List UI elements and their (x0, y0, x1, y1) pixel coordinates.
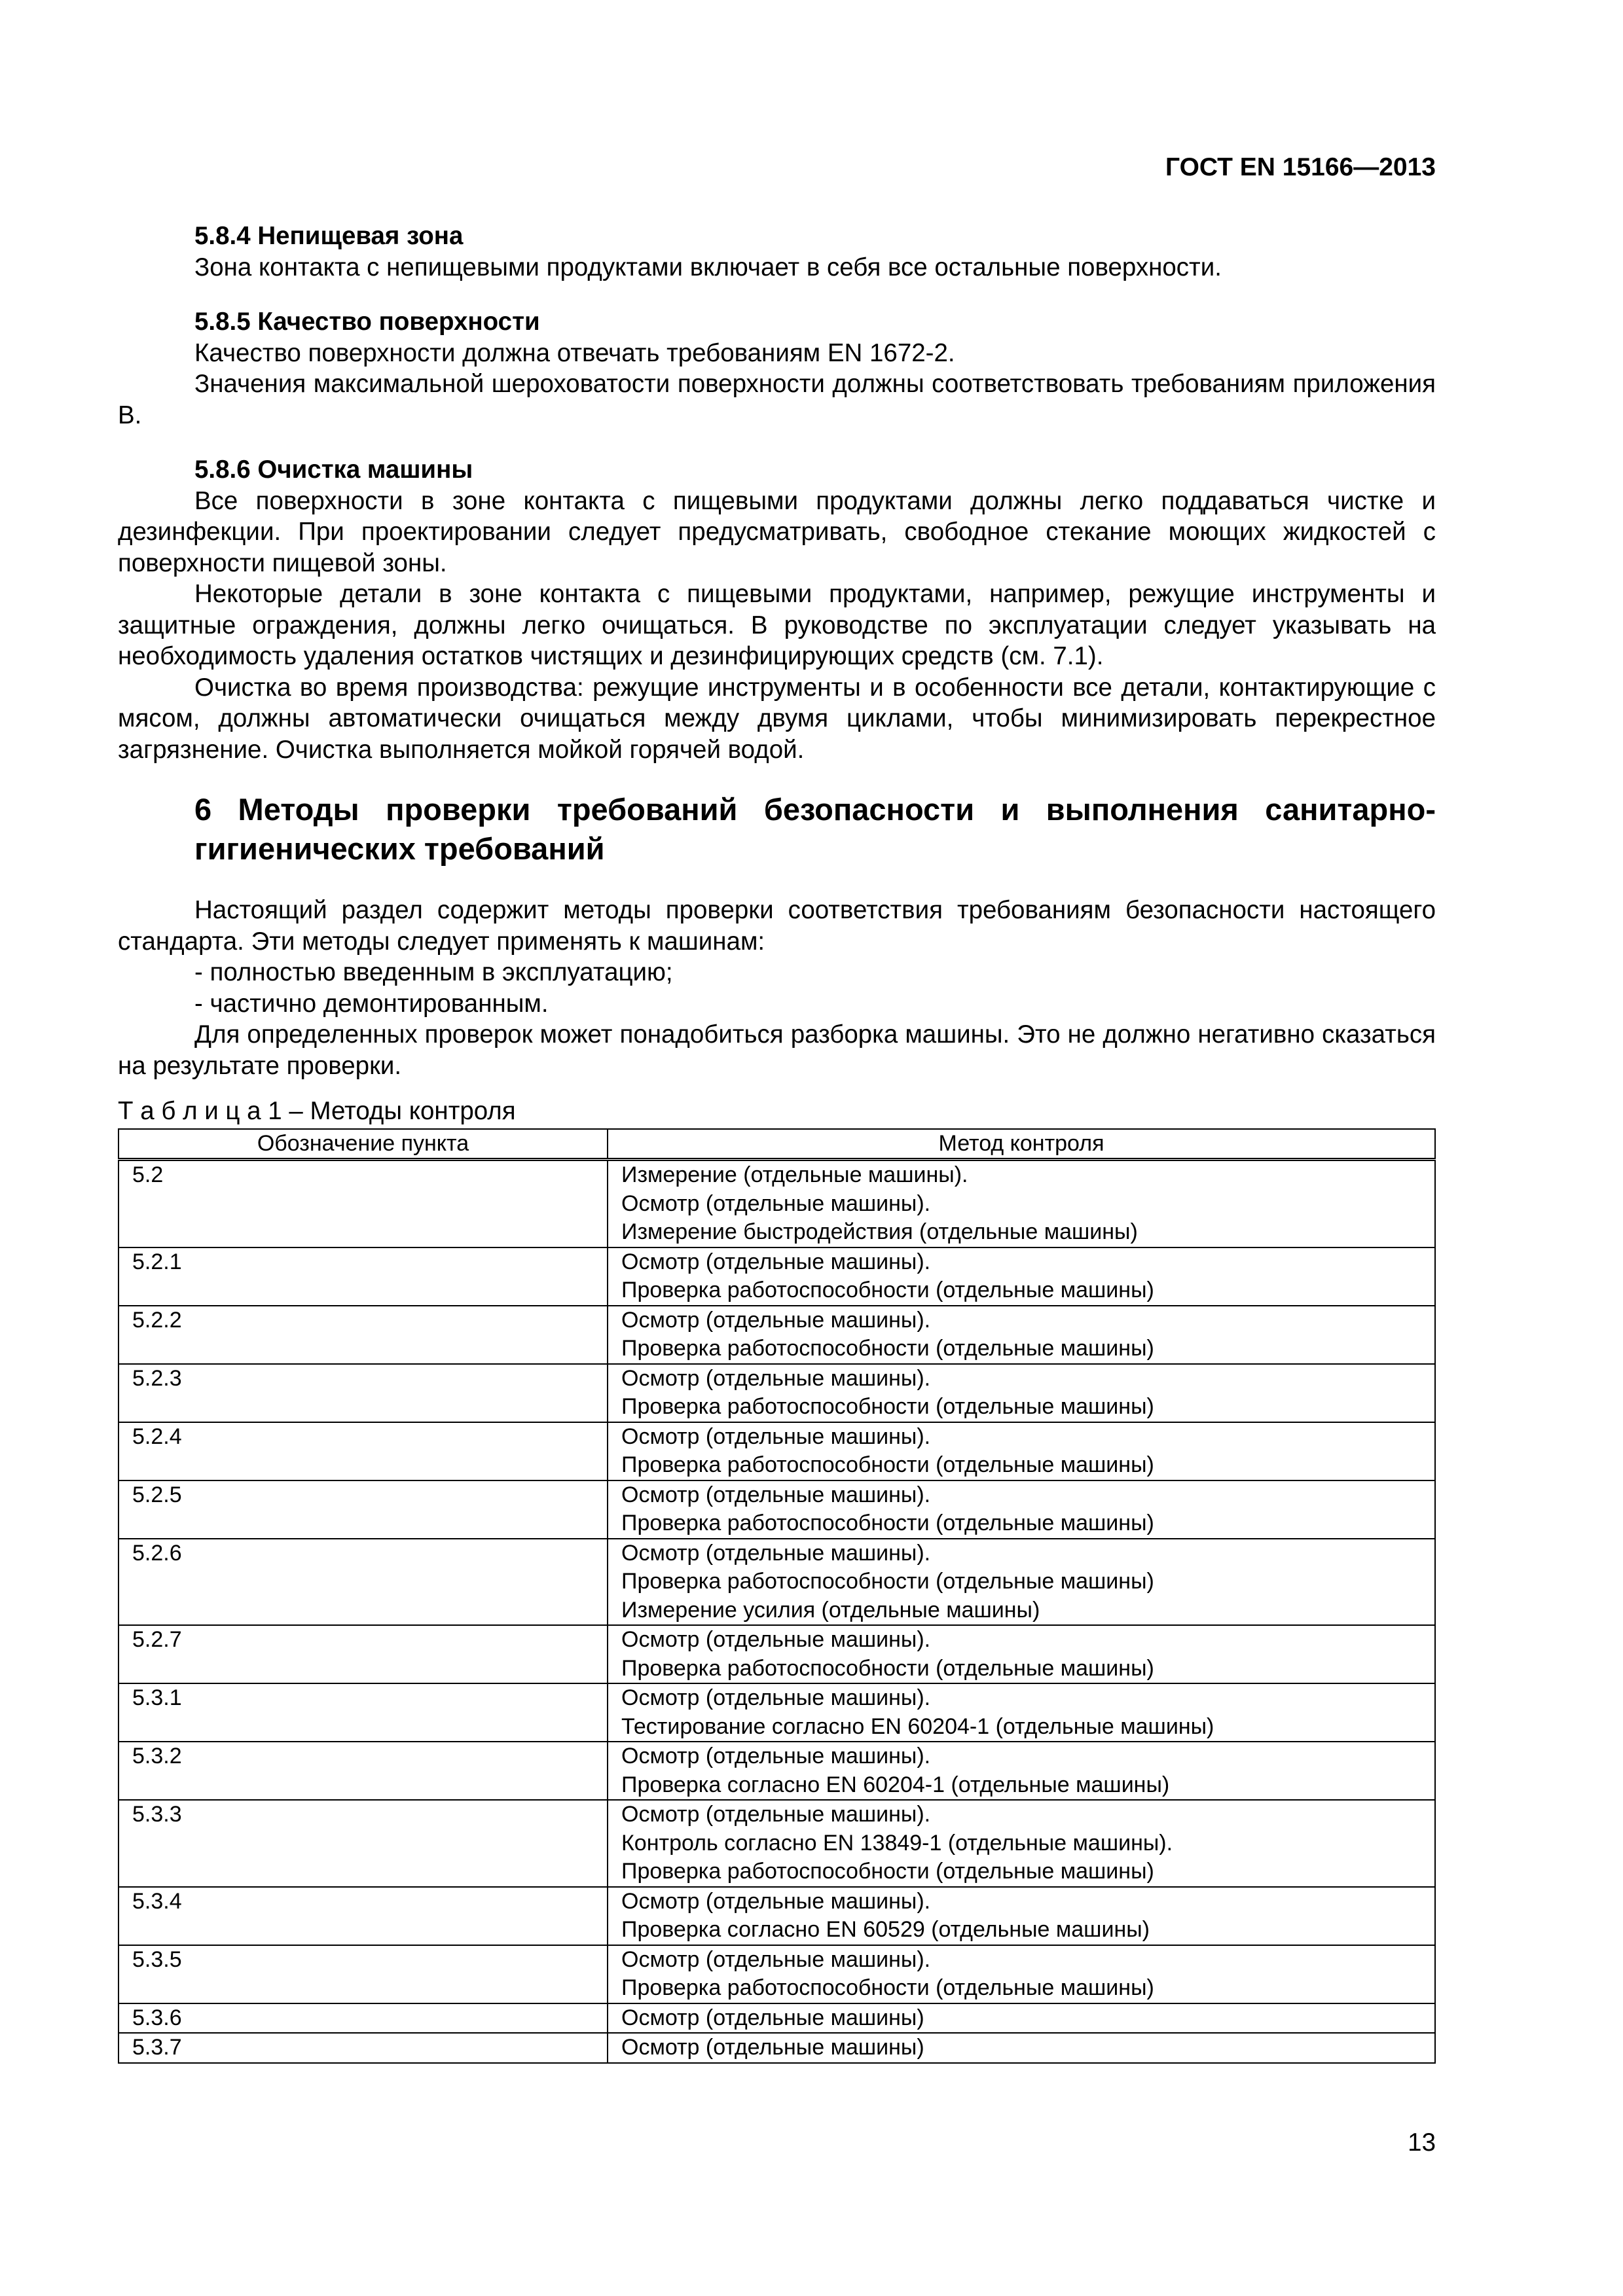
clause-cell: 5.3.7 (119, 2033, 608, 2063)
method-cell: Осмотр (отдельные машины). Проверка работоспособности (отдельные машины) (608, 1364, 1435, 1422)
paragraph: Очистка во время производства: режущие инструменты и в особенности все детали, контактирующие с мясом, должны автоматически очищаться между двумя циклами, чтобы минимизировать перекрестное загрязнение. Очистка выполняется мойкой горячей водой. (118, 673, 1436, 764)
method-cell: Осмотр (отдельные машины). Тестирование согласно EN 60204-1 (отдельные машины) (608, 1683, 1435, 1742)
table-row (119, 2003, 1435, 2034)
document-header: ГОСТ EN 15166—2013 (1165, 153, 1436, 181)
table-header-row (119, 1129, 1435, 1160)
section-title-5-8-6: 5.8.6 Очистка машины (194, 456, 473, 484)
table-row (119, 1247, 1435, 1306)
method-cell: Осмотр (отдельные машины). Проверка работоспособности (отдельные машины) (608, 1625, 1435, 1683)
method-cell: Осмотр (отдельные машины). Проверка работоспособности (отдельные машины) (608, 1945, 1435, 2003)
paragraph: Некоторые детали в зоне контакта с пищевыми продуктами, например, режущие инструменты и защитные ограждения, должны легко очищаться. В руководстве по эксплуатации следует указывать на необходимость удаления остатков чистящих и дезинфицирующих средств (см. 7.1). (118, 580, 1436, 670)
table-caption-label: Т а б л и ц а 1 (118, 1097, 282, 1125)
method-cell: Осмотр (отдельные машины). Проверка работоспособности (отдельные машины) (608, 1422, 1435, 1480)
paragraph: Зона контакта с непищевыми продуктами включает в себя все остальные поверхности. (194, 253, 1222, 281)
section-title-5-8-4: 5.8.4 Непищевая зона (194, 222, 464, 250)
method-cell: Осмотр (отдельные машины). Проверка согласно EN 60529 (отдельные машины) (608, 1887, 1435, 1945)
clause-cell: 5.2.2 (119, 1306, 608, 1364)
clause-cell: 5.2.3 (119, 1364, 608, 1422)
paragraph: Настоящий раздел содержит методы проверки соответствия требованиям безопасности настоящего стандарта. Эти методы следует применять к машинам: (118, 896, 1436, 956)
page-number: 13 (1408, 2128, 1436, 2157)
clause-cell: 5.3.1 (119, 1683, 608, 1742)
paragraph: Для определенных проверок может понадобиться разборка машины. Это не должно негативно сказаться на результате проверки. (118, 1020, 1436, 1080)
section-title-6: 6 Методы проверки требований безопасности и выполнения санитарно-гигиенических требований (194, 792, 1436, 866)
clause-cell: 5.2.5 (119, 1480, 608, 1539)
table-row (119, 1800, 1435, 1887)
method-cell: Осмотр (отдельные машины). Проверка согласно EN 60204-1 (отдельные машины) (608, 1742, 1435, 1800)
table-row (119, 1625, 1435, 1683)
method-cell: Осмотр (отдельные машины). Проверка работоспособности (отдельные машины) Измерение усилия (отдельные машины) (608, 1539, 1435, 1626)
table-row (119, 1539, 1435, 1626)
table-row (119, 1364, 1435, 1422)
table-row (119, 1683, 1435, 1742)
table-row (119, 1422, 1435, 1480)
column-header-method: Метод контроля (608, 1129, 1435, 1160)
method-cell: Осмотр (отдельные машины). Контроль согласно EN 13849-1 (отдельные машины). Проверка работоспособности (отдельные машины) (608, 1800, 1435, 1887)
method-cell: Осмотр (отдельные машины). Проверка работоспособности (отдельные машины) (608, 1306, 1435, 1364)
list-item: - частично демонтированным. (194, 989, 549, 1018)
clause-cell: 5.2.4 (119, 1422, 608, 1480)
table-caption (118, 1096, 1436, 1127)
table-row (119, 1887, 1435, 1945)
table-row (119, 1742, 1435, 1800)
table-caption-text: – Методы контроля (282, 1097, 516, 1125)
clause-cell: 5.2.7 (119, 1625, 608, 1683)
table-row (119, 1945, 1435, 2003)
table-row (119, 1306, 1435, 1364)
clause-cell: 5.3.5 (119, 1945, 608, 2003)
clause-cell: 5.2 (119, 1160, 608, 1247)
method-cell: Измерение (отдельные машины). Осмотр (отдельные машины). Измерение быстродействия (отдельные машины) (608, 1160, 1435, 1247)
section-title-5-8-5: 5.8.5 Качество поверхности (194, 308, 540, 336)
column-header-designation: Обозначение пункта (119, 1129, 608, 1160)
methods-table (118, 1128, 1436, 2064)
clause-cell: 5.3.2 (119, 1742, 608, 1800)
method-cell: Осмотр (отдельные машины). Проверка работоспособности (отдельные машины) (608, 1247, 1435, 1306)
clause-cell: 5.3.4 (119, 1887, 608, 1945)
table-row (119, 2033, 1435, 2063)
method-cell: Осмотр (отдельные машины) (608, 2033, 1435, 2063)
table-row (119, 1160, 1435, 1247)
method-cell: Осмотр (отдельные машины). Проверка работоспособности (отдельные машины) (608, 1480, 1435, 1539)
clause-cell: 5.2.1 (119, 1247, 608, 1306)
paragraph: Качество поверхности должна отвечать требованиям EN 1672-2. (194, 338, 955, 367)
clause-cell: 5.2.6 (119, 1539, 608, 1626)
table-row (119, 1480, 1435, 1539)
list-item: - полностью введенным в эксплуатацию; (194, 958, 673, 986)
paragraph: Все поверхности в зоне контакта с пищевыми продуктами должны легко поддаваться чистке и дезинфекции. При проектировании следует предусматривать, свободное стекание моющих жидкостей с поверхности пищевой зоны. (118, 486, 1436, 577)
clause-cell: 5.3.6 (119, 2003, 608, 2034)
paragraph: Значения максимальной шероховатости поверхности должны соответствовать требованиям приложения В. (118, 370, 1436, 429)
method-cell: Осмотр (отдельные машины) (608, 2003, 1435, 2034)
clause-cell: 5.3.3 (119, 1800, 608, 1887)
document-body (118, 221, 1436, 2064)
table-body (119, 1160, 1435, 2063)
